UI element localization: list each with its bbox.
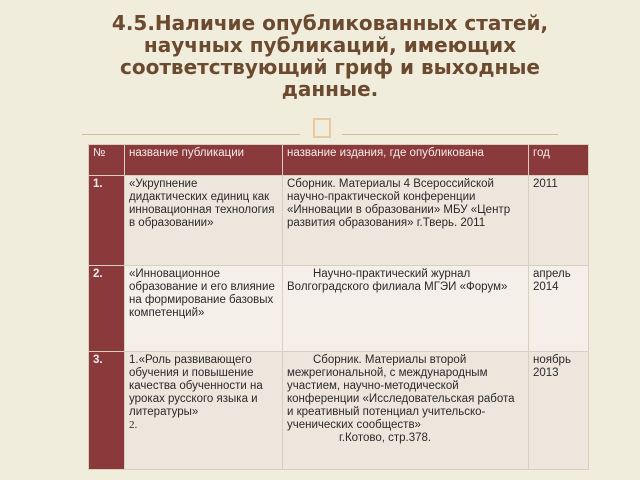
header-year: год (529, 145, 589, 176)
publications-table (88, 144, 589, 470)
edition-name (283, 266, 529, 352)
edition-name-text: Научно-практический журнал Волгоградского филиала МГЭИ «Форум» (287, 268, 508, 293)
table-row (89, 176, 589, 266)
row-number: 2. (89, 266, 125, 352)
publication-year: ноябрь 2013 (529, 352, 589, 470)
publication-name (125, 352, 283, 470)
table-header-row (89, 145, 589, 176)
row-number: 1. (89, 176, 125, 266)
divider-line-left (82, 134, 300, 135)
edition-name (283, 352, 529, 470)
publication-year: 2011 (529, 176, 589, 266)
publication-year: апрель 2014 (529, 266, 589, 352)
publication-name-text: 1.«Роль развивающего обучения и повышение качества обученности на уроках русского языка и литературы» (129, 354, 263, 418)
edition-name: Сборник. Материалы 4 Всероссийской научно-практической конференции «Инновации в образовании» МБУ «Центр развития образования» г.Тверь. 2011 (283, 176, 529, 266)
table-row (89, 266, 589, 352)
ornament-icon (310, 116, 334, 140)
header-number: № (89, 145, 125, 176)
table-row (89, 352, 589, 470)
publication-name: «Укрупнение дидактических единиц как инновационная технология в образовании» (125, 176, 283, 266)
header-publication-name: название публикации (125, 145, 283, 176)
header-edition-name: название издания, где опубликована (283, 145, 529, 176)
edition-name-extra: г.Котово, стр.378. (339, 432, 432, 444)
row-number: 3. (89, 352, 125, 470)
divider-line-right (342, 134, 558, 135)
slide-title: 4.5.Наличие опубликованных статей, научных публикаций, имеющих соответствующий гриф и выходные данные. (111, 11, 549, 101)
edition-name-text: Сборник. Материалы второй межрегиональной, с международным участием, научно-методической конференции «Исследовательская работа и креативный потенциал учительско-ученических сообществ» (287, 354, 515, 431)
publication-name: «Инновационное образование и его влияние на формирование базовых компетенций» (125, 266, 283, 352)
publication-name-extra: 2. (129, 419, 138, 431)
